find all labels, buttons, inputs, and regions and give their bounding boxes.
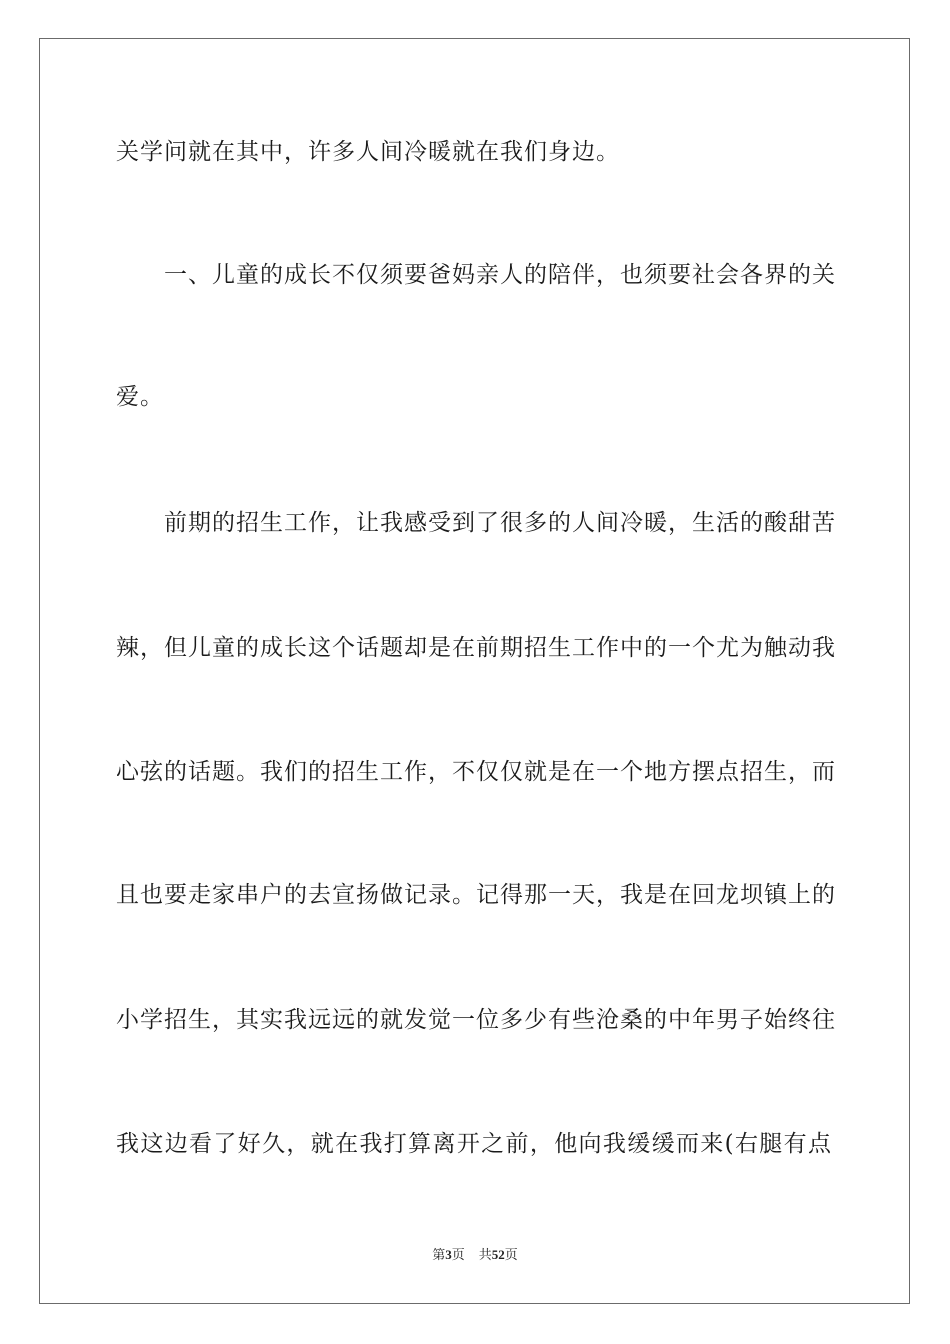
heading-line-1: 一、儿童的成长不仅须要爸妈亲人的陪伴，也须要社会各界的关 bbox=[164, 262, 836, 288]
heading-line-2: 爱。 bbox=[116, 384, 164, 410]
total-label-suffix: 页 bbox=[504, 1247, 518, 1262]
page-footer bbox=[0, 1246, 950, 1264]
paragraph-line-2: 辣，但儿童的成长这个话题却是在前期招生工作中的一个尤为触动我 bbox=[116, 635, 836, 661]
paragraph-line-3: 心弦的话题。我们的招生工作，不仅仅就是在一个地方摆点招生，而 bbox=[116, 759, 836, 785]
text-line-1: 关学问就在其中，许多人间冷暖就在我们身边。 bbox=[116, 139, 620, 165]
paragraph-line-1: 前期的招生工作，让我感受到了很多的人间冷暖，生活的酸甜苦 bbox=[164, 510, 836, 536]
total-label-prefix: 共 bbox=[478, 1247, 492, 1262]
page-label-prefix: 第 bbox=[432, 1247, 446, 1262]
page-label-suffix: 页 bbox=[451, 1247, 465, 1262]
paragraph-line-4: 且也要走家串户的去宣扬做记录。记得那一天，我是在回龙坝镇上的 bbox=[116, 882, 836, 908]
paragraph-line-5: 小学招生，其实我远远的就发觉一位多少有些沧桑的中年男子始终往 bbox=[116, 1007, 836, 1033]
paragraph-line-6: 我这边看了好久，就在我打算离开之前，他向我缓缓而来(右腿有点 bbox=[116, 1131, 832, 1157]
total-pages: 52 bbox=[491, 1247, 505, 1262]
page-number: 3 bbox=[445, 1247, 452, 1262]
page-frame bbox=[39, 38, 910, 1304]
